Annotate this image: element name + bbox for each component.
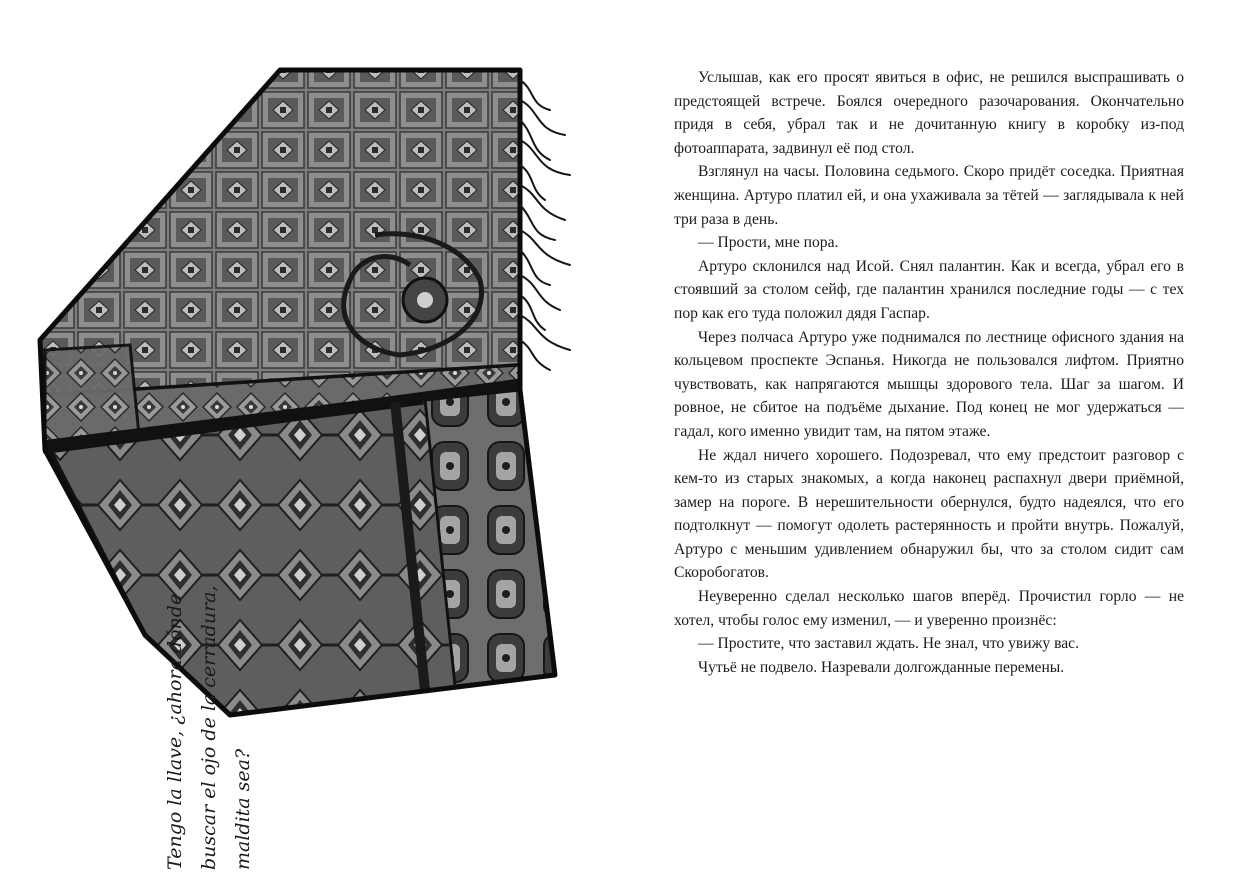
right-page: [622, 0, 1245, 886]
body-text: [674, 66, 1184, 679]
paragraph: Артуро склонился над Исой. Снял палантин. Как и всегда, убрал его в стоявший за столом сейф, где палантин хранился последние годы — с тех пор как его туда положил дядя Гаспар.: [674, 257, 1184, 322]
epigraph-line: maldita sea?: [232, 748, 254, 870]
paragraph: Чутьё не подвело. Назревали долгожданные перемены.: [698, 658, 1065, 676]
paragraph: Неуверенно сделал несколько шагов вперёд. Прочистил горло — не хотел, чтобы голос ему изменил, — и уверенно произнёс:: [674, 588, 1184, 629]
paragraph: Через полчаса Артуро уже поднимался по лестнице офисного здания на кольцевом проспекте Эспанья. Никогда не пользовался лифтом. Приятно чувствовать, как напрягаются мышцы здорового тела. Шаг за шагом. И ровное, не сбитое на подъёме дыхание. Под конец не мог удержаться — гадал, кого именно увидит там, на пятом этаже.: [674, 328, 1184, 440]
epigraph-line: buscar el ojo de la cerradura,: [198, 585, 220, 870]
paragraph: Не ждал ничего хорошего. Подозревал, что ему предстоит разговор с кем-то из старых знакомых, а когда наконец распахнул двери приёмной, замер на пороге. В нерешительности обернулся, будто надеялся, что его подтолкнут — помогут одолеть растерянность и пройти внутрь. Пожалуй, Артуро с меньшим удивлением обнаружил бы, что за столом сидит сам Скоробогатов.: [674, 446, 1184, 582]
shawl-illustration: [30, 50, 590, 730]
paragraph: — Прости, мне пора.: [698, 234, 839, 252]
left-page: [0, 0, 622, 886]
paragraph: — Простите, что заставил ждать. Не знал, что увижу вас.: [698, 635, 1080, 653]
paragraph: Взглянул на часы. Половина седьмого. Скоро придёт соседка. Приятная женщина. Артуро платил ей, и она ухаживала за тётей — заглядывала к ней три раза в день.: [674, 163, 1184, 228]
rotated-epigraph: [158, 540, 260, 870]
paragraph: Услышав, как его просят явиться в офис, не решился выспрашивать о предстоящей встрече. Боялся очередного разочарования. Окончательно придя в себя, убрал так и не дочитанную книгу в коробку из-под фотоаппарата, задвинул её под стол.: [674, 69, 1184, 157]
epigraph-line: Tengo la llave, ¿ahora dónde: [164, 593, 186, 870]
